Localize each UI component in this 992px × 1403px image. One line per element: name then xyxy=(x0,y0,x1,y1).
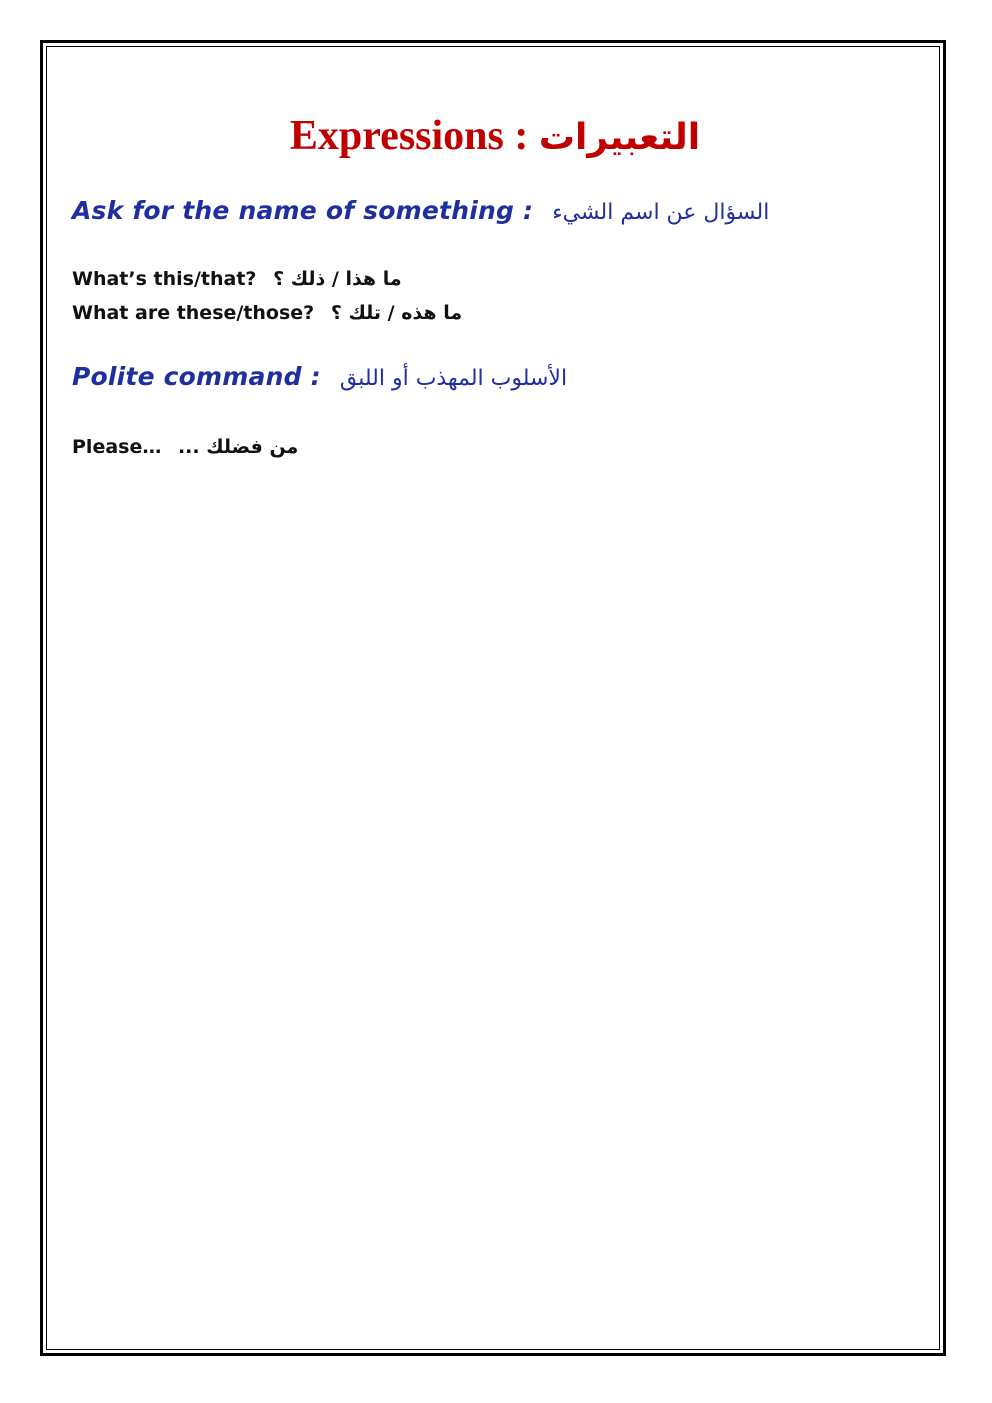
page-title xyxy=(48,112,942,160)
section-heading-english: Polite command : xyxy=(72,362,321,391)
section-heading-ask-name xyxy=(72,196,769,225)
expression-arabic: من فضلك ... xyxy=(177,436,299,458)
section-heading-arabic: السؤال عن اسم الشيء xyxy=(552,200,770,225)
section-heading-arabic: الأسلوب المهذب أو اللبق xyxy=(339,366,568,391)
page-title-arabic: التعبيرات xyxy=(538,117,701,158)
expression-arabic: ما هذه / تلك ؟ xyxy=(330,302,463,324)
expression-arabic: ما هذا / ذلك ؟ xyxy=(273,268,402,290)
section-heading-polite-command xyxy=(72,362,567,391)
expression-english: What’s this/that? xyxy=(72,268,257,290)
expression-line xyxy=(72,436,298,458)
expression-line xyxy=(72,268,402,290)
expression-line xyxy=(72,302,462,324)
expression-english: Please… xyxy=(72,436,162,458)
page-border-inner xyxy=(46,46,940,1350)
page-title-english: Expressions : xyxy=(289,113,529,159)
expression-english: What are these/those? xyxy=(72,302,315,324)
section-heading-english: Ask for the name of something : xyxy=(72,196,534,225)
